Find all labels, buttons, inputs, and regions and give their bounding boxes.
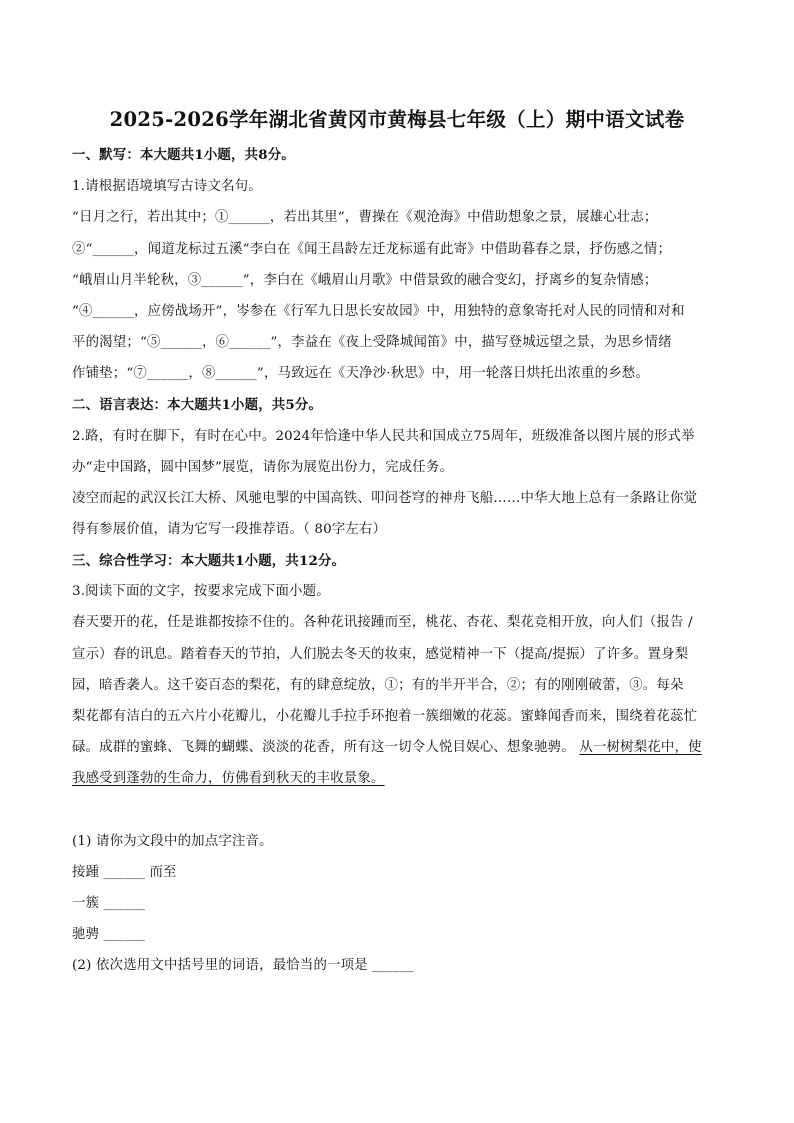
underlined-sentence-part-2: 我感受到蓬勃的生命力，仿佛看到秋天的丰收景象。 [72,771,385,786]
q2-line-4: 得有参展价值，请为它写一段推荐语。（ 80字左右） [72,522,387,537]
sub1-prompt: (1) 请你为文段中的加点字注音。 [72,834,273,849]
q3-para-line-2: 宣示）春的讯息。踏着春天的节拍，人们脱去冬天的妆束，感觉精神一下（提高/提振）了许多。置身梨 [72,647,689,662]
sub2-prompt: (2) 依次选用文中括号里的词语，最恰当的一项是 ______ [72,958,414,973]
q3-para-line-5 [72,739,702,757]
section3-heading: 三、综合性学习：本大题共1小题，共12分。 [72,553,346,569]
exam-title: 2025-2026学年湖北省黄冈市黄梅县七年级（上）期中语文试卷 [109,108,685,131]
q1-line-6: 作铺垫；“⑦______，⑧______”，马致远在《天净沙·秋思》中，用一轮落日烘托出浓重的乡愁。 [72,366,649,381]
q1-line-4: “④______，应傍战场开”，岑参在《行军九日思长安故园》中，用独特的意象寄托对人民的同情和对和 [72,304,685,319]
underlined-sentence-part-1: 从一树树梨花中，使 [579,740,702,755]
q1-line-5: 平的渴望；“⑤______，⑥______”，李益在《夜上受降城闻笛》中，描写登城远望之景，为思乡情绪 [72,335,672,350]
q2-line-1: 2.路，有时在脚下，有时在心中。2024年恰逢中华人民共和国成立75周年，班级准备以图片展的形式举 [72,429,695,444]
q1-prompt: 1.请根据语境填写古诗文名句。 [72,179,262,194]
q3-para-line-1: 春天要开的花，任是谁都按捺不住的。各种花讯接踵而至，桃花、杏花、梨花竞相开放，向人们（报告 / [72,615,693,630]
section1-heading: 一、默写：本大题共1小题，共8分。 [72,147,295,163]
q2-line-2: 办“走中国路，圆中国梦”展览，请你为展览出份力，完成任务。 [72,460,454,475]
q1-line-2: ②“______，闻道龙标过五溪”李白在《闻王昌龄左迁龙标遥有此寄》中借助暮春之景，抒伤感之情； [72,242,672,257]
sub1-item-1: 接踵 ______ 而至 [72,865,177,880]
q1-line-1: “日月之行，若出其中；①______，若出其里”，曹操在《观沧海》中借助想象之景，展雄心壮志； [72,210,658,225]
q3-para-line-3: 园，暗香袭人。这千姿百态的梨花，有的肆意绽放，①；有的半开半合，②；有的刚刚破蕾，③。每朵 [72,678,684,693]
sub1-item-2: 一簇 ______ [72,896,146,911]
q1-line-3: “峨眉山月半轮秋，③______”，李白在《峨眉山月歌》中借景致的融合变幻，抒离乡的复杂情感； [72,273,658,288]
q3-para-line-6 [72,770,385,788]
section2-heading: 二、语言表达：本大题共1小题，共5分。 [72,397,323,413]
q2-line-3: 凌空而起的武汉长江大桥、风驰电掣的中国高铁、叩问苍穹的神舟飞船……中华大地上总有一条路让你觉 [72,491,698,506]
q3-para-line-4: 梨花都有洁白的五六片小花瓣儿，小花瓣儿手拉手环抱着一簇细嫩的花蕊。蜜蜂闻香而来，围绕着花蕊忙 [72,709,698,724]
q3-prompt: 3.阅读下面的文字，按要求完成下面小题。 [72,584,330,599]
sub1-item-3: 驰骋 ______ [72,927,146,942]
q3-para-text: 碌。成群的蜜蜂、飞舞的蝴蝶、淡淡的花香，所有这一切令人悦目娱心、想象驰骋。 [72,740,575,755]
